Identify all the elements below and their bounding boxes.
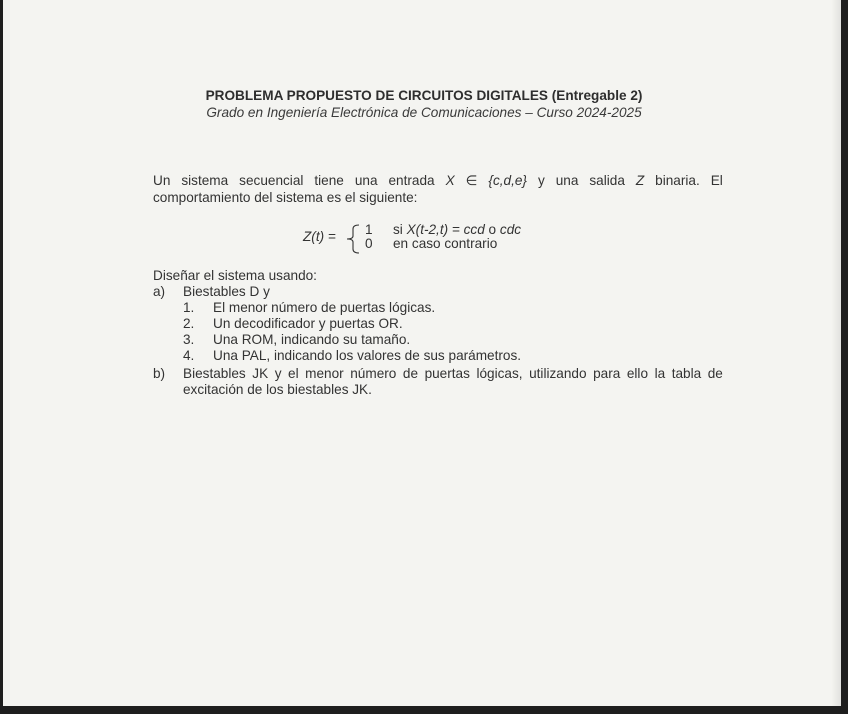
problem-statement: [153, 172, 723, 206]
element-of-symbol: ∈: [465, 173, 478, 188]
word: El: [710, 173, 723, 188]
condition-alt-sequence: cdc: [499, 222, 522, 237]
item-a1-text: El menor número de puertas lógicas.: [213, 300, 436, 315]
item-b-line-1: [183, 366, 723, 382]
word: tiene: [314, 173, 344, 188]
word: de: [402, 366, 419, 381]
item-b-line-2: excitación de los biestables JK.: [183, 382, 372, 397]
case-zero-value: 0: [365, 236, 373, 251]
item-a-text: Biestables D y: [183, 284, 270, 299]
left-brace-icon: [345, 223, 361, 255]
item-a2-text: Un decodificador y puertas OR.: [213, 316, 403, 331]
item-a3-label: 3.: [183, 332, 195, 347]
word: el: [288, 366, 299, 381]
input-set: {c,d,e}: [488, 173, 527, 188]
variable-x: X: [445, 173, 455, 188]
item-b-label: b): [153, 366, 166, 381]
condition-prefix: si: [393, 222, 407, 237]
case-zero-condition: en caso contrario: [393, 236, 498, 251]
item-a3-text: Una ROM, indicando su tamaño.: [213, 332, 411, 347]
word: lógicas,: [476, 366, 523, 381]
word: Un: [153, 173, 171, 188]
item-a4-label: 4.: [183, 348, 195, 363]
word: la: [654, 366, 666, 381]
word: una: [555, 173, 579, 188]
word: menor: [305, 366, 344, 381]
word: sistema: [181, 173, 229, 188]
item-a4-text: Una PAL, indicando los valores de sus parámetros.: [213, 348, 522, 363]
word: salida: [589, 173, 625, 188]
condition-sequence: X(t-2,t) = ccd: [406, 222, 485, 237]
word: ello: [626, 366, 649, 381]
output-equation: [303, 223, 603, 259]
word: entrada: [388, 173, 435, 188]
word: una: [354, 173, 378, 188]
item-a2-label: 2.: [183, 316, 195, 331]
word: utilizando: [529, 366, 587, 381]
word: número: [350, 366, 397, 381]
case-one-condition: [393, 222, 521, 237]
design-intro: Diseñar el sistema usando:: [153, 268, 317, 283]
statement-line-1: [153, 172, 723, 189]
word: secuencial: [239, 173, 304, 188]
word: JK: [252, 366, 269, 381]
variable-z: Z: [635, 173, 645, 188]
item-a1-label: 1.: [183, 300, 195, 315]
word: puertas: [424, 366, 470, 381]
word: binaria.: [655, 173, 700, 188]
statement-line-2: comportamiento del sistema es el siguiente:: [153, 190, 418, 205]
condition-or: o: [484, 222, 500, 237]
word: Biestables: [183, 366, 246, 381]
document-subtitle: Grado en Ingeniería Electrónica de Comunicaciones – Curso 2024-2025: [206, 105, 642, 120]
word: de: [707, 366, 723, 381]
word: y: [537, 173, 545, 188]
word: y: [274, 366, 282, 381]
equation-lhs: Z(t) =: [303, 229, 336, 244]
word: para: [593, 366, 621, 381]
document-title: PROBLEMA PROPUESTO DE CIRCUITOS DIGITALES (Entregable 2): [205, 88, 643, 103]
case-one-value: 1: [365, 222, 373, 237]
word: tabla: [671, 366, 702, 381]
item-a-label: a): [153, 284, 166, 299]
